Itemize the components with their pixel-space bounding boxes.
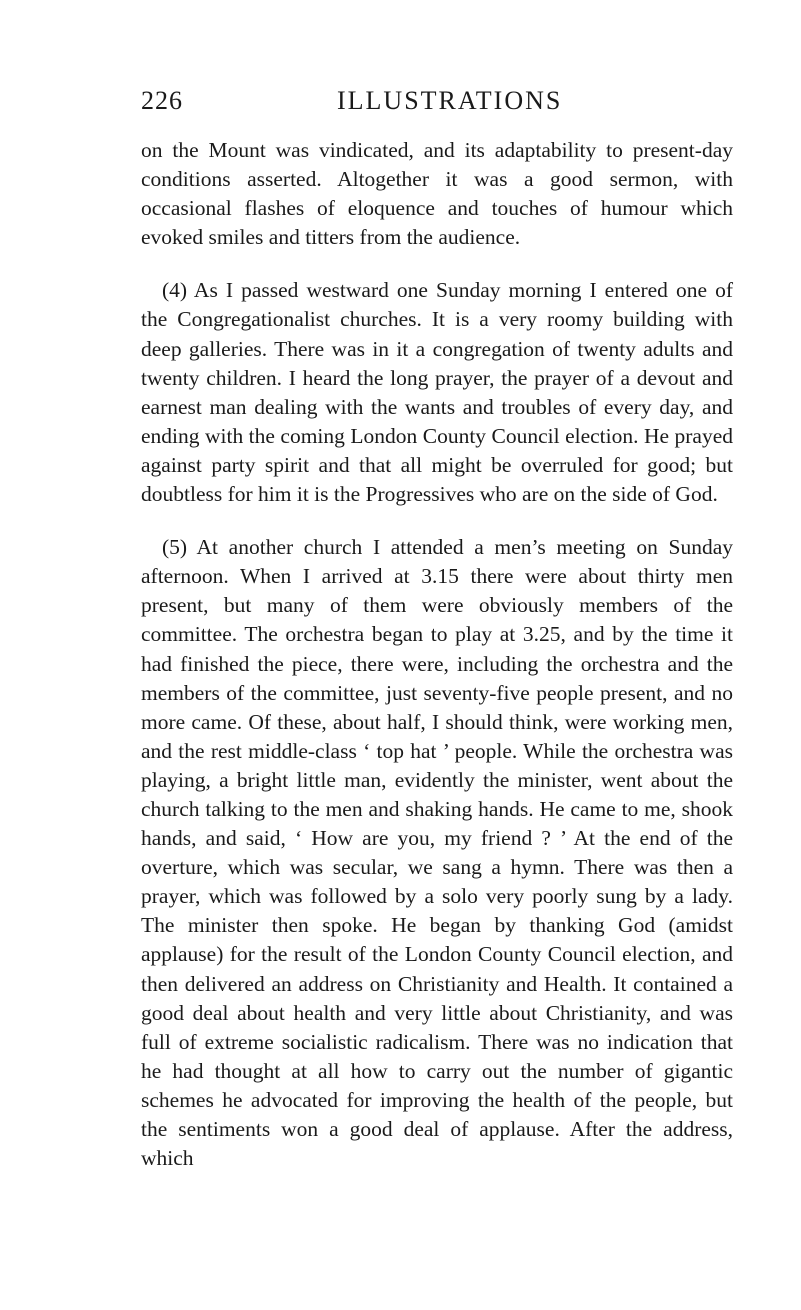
body-text xyxy=(141,136,733,1173)
paragraph-continuation: on the Mount was vindicated, and its adaptability to present-day conditions asserted. Altogether it was a good sermon, with occasional flashes of eloquence and touches of humour which evoked smiles and titters from the audience. xyxy=(141,138,733,250)
page-header xyxy=(141,86,731,126)
page-number: 226 xyxy=(141,86,183,115)
running-head: ILLUSTRATIONS xyxy=(337,86,563,115)
paragraph-5: (5) At another church I attended a men’s meeting on Sunday afternoon. When I arrived at 3.15 there were about thirty men present, but many of them were obviously members of the committee. The orchestra began to play at 3.25, and by the time it had finished the piece, there were, including the orchestra and the members of the committee, just seventy-five people present, and no more came. Of these, about half, I should think, were working men, and the rest middle-class ‘ top hat ’ people. While the orchestra was playing, a bright little man, evidently the minister, went about the church talking to the men and shaking hands. He came to me, shook hands, and said, ‘ How are you, my friend ? ’ At the end of the overture, which was secular, we sang a hymn. There was then a prayer, which was followed by a solo very poorly sung by a lady. The minister then spoke. He began by thanking God (amidst applause) for the result of the London County Council election, and then delivered an address on Christianity and Health. It contained a good deal about health and very little about Christianity, and was full of extreme socialistic radicalism. There was no indication that he had thought at all how to carry out the number of gigantic schemes he advocated for improving the health of the people, but the sentiments won a good deal of applause. After the address, which xyxy=(141,535,733,1171)
paragraph-4: (4) As I passed westward one Sunday morning I entered one of the Congregationalist churches. It is a very roomy building with deep galleries. There was in it a congregation of twenty adults and twenty children. I heard the long prayer, the prayer of a devout and earnest man dealing with the wants and troubles of every day, and ending with the coming London County Council election. He prayed against party spirit and that all might be overruled for good; but doubtless for him it is the Progressives who are on the side of God. xyxy=(141,278,733,507)
